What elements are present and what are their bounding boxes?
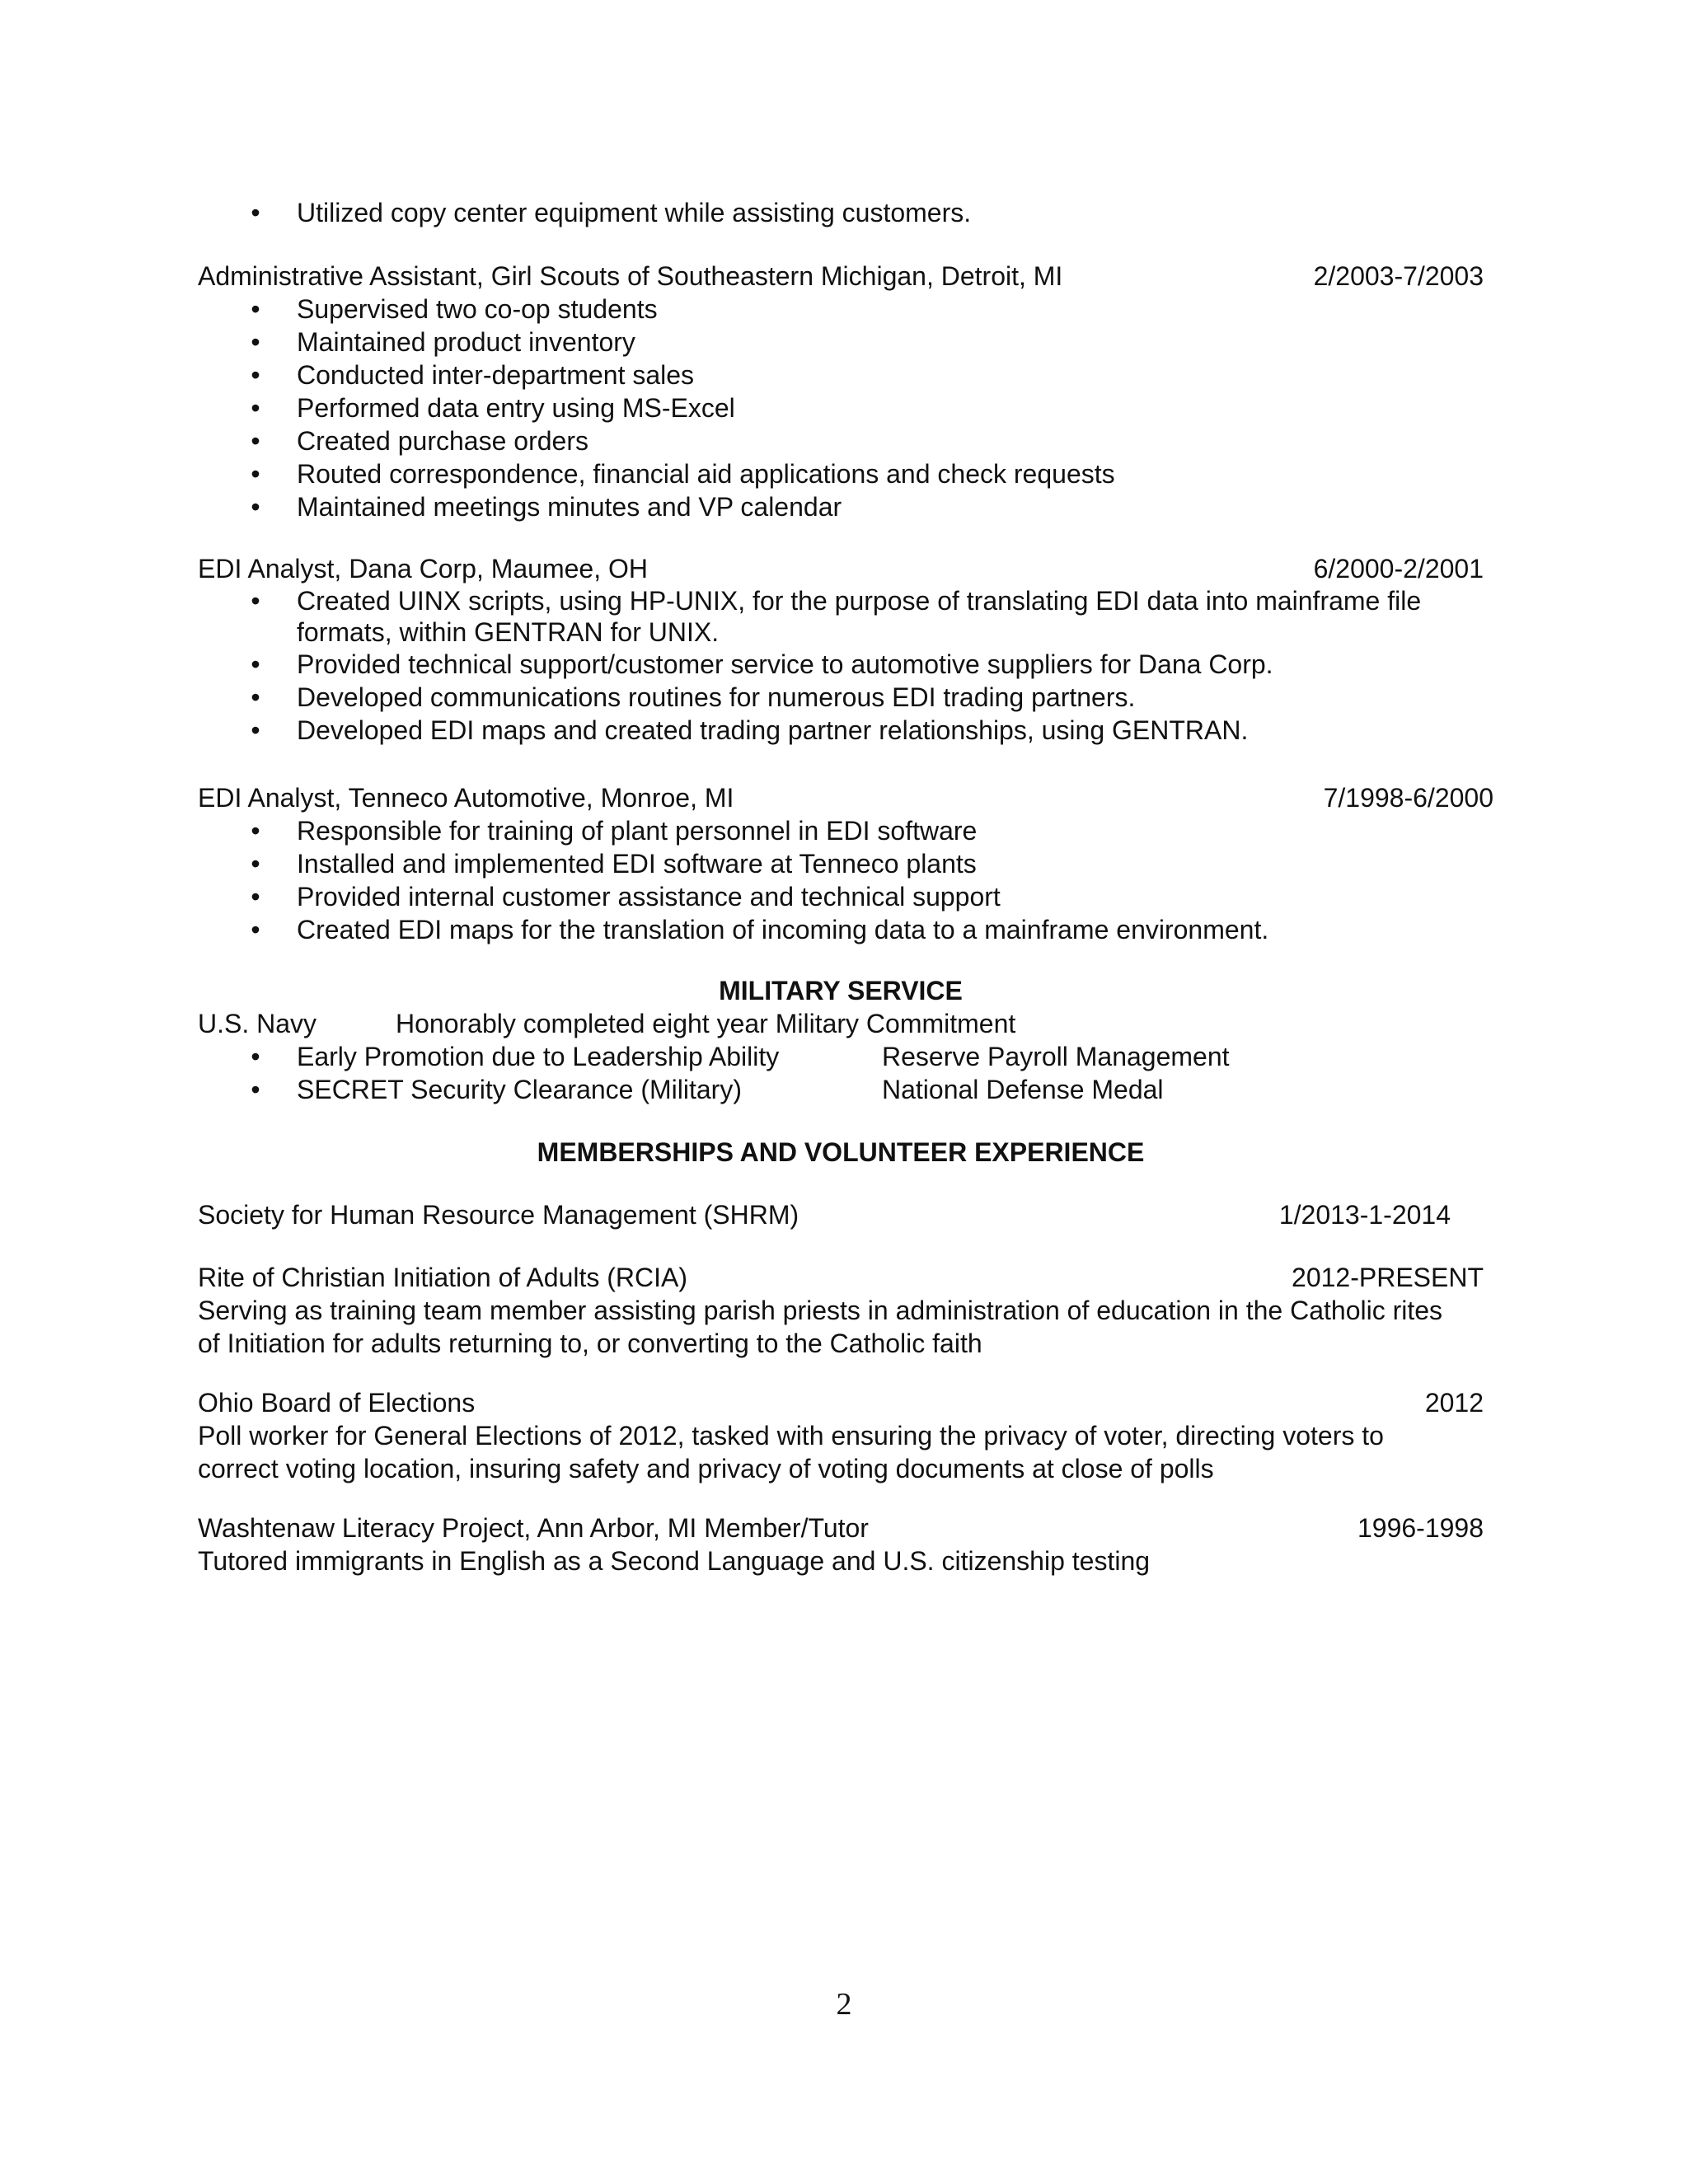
- job-dates: 7/1998-6/2000: [1323, 783, 1493, 813]
- list-item: • Maintained meetings minutes and VP calendar: [198, 490, 1484, 523]
- membership-entry: [198, 1198, 1484, 1231]
- continued-bullets: [198, 196, 1484, 229]
- page-number: 2: [836, 1987, 852, 2022]
- list-item: • Developed EDI maps and created trading partner relationships, using GENTRAN.: [198, 714, 1484, 747]
- military-summary: [198, 1007, 1484, 1040]
- bullet-icon: •: [251, 816, 260, 846]
- bullet-icon: •: [251, 360, 260, 390]
- job-duties: [198, 585, 1484, 747]
- bullet-icon: •: [251, 426, 260, 456]
- military-bullets: [198, 1040, 1484, 1106]
- bullet-icon: •: [251, 294, 260, 324]
- bullet-icon: •: [251, 393, 260, 423]
- list-item: • Created purchase orders: [198, 424, 1484, 457]
- list-item: • Routed correspondence, financial aid applications and check requests: [198, 457, 1484, 490]
- list-item: • Performed data entry using MS-Excel: [198, 391, 1484, 424]
- list-item: • Developed communications routines for numerous EDI trading partners.: [198, 681, 1484, 714]
- job-entry: [198, 552, 1484, 747]
- list-item: • SECRET Security Clearance (Military) National Defense Medal: [198, 1073, 1484, 1106]
- job-header: [198, 781, 1493, 814]
- membership-dates: 2012-PRESENT: [1292, 1263, 1484, 1292]
- memberships-section: [198, 1136, 1484, 1169]
- list-item: • Maintained product inventory: [198, 326, 1484, 359]
- military-branch: U.S. Navy: [198, 1009, 317, 1038]
- job-entry: [198, 781, 1493, 946]
- list-item: • Early Promotion due to Leadership Ability Reserve Payroll Management: [198, 1040, 1484, 1073]
- bullet-icon: •: [251, 492, 260, 522]
- bullet-icon: •: [251, 915, 260, 944]
- section-heading: MEMBERSHIPS AND VOLUNTEER EXPERIENCE: [537, 1137, 1145, 1167]
- bullet-icon: •: [251, 715, 260, 745]
- list-item: • Provided internal customer assistance and technical support: [198, 880, 1484, 913]
- membership-title: Ohio Board of Elections: [198, 1388, 476, 1418]
- job-duties: [198, 814, 1484, 946]
- membership-dates: 1/2013-1-2014: [1278, 1200, 1451, 1230]
- list-item: • Utilized copy center equipment while assisting customers.: [198, 196, 1484, 229]
- bullet-icon: •: [251, 849, 260, 879]
- membership-title: Rite of Christian Initiation of Adults (RCIA): [198, 1263, 688, 1292]
- job-duties: [198, 293, 1484, 523]
- bullet-icon: •: [251, 1075, 260, 1104]
- membership-entry: [198, 1386, 1484, 1485]
- list-item: • Created EDI maps for the translation of incoming data to a mainframe environment.: [198, 913, 1484, 946]
- job-title: Administrative Assistant, Girl Scouts of Southeastern Michigan, Detroit, MI: [198, 261, 1063, 291]
- membership-description: Tutored immigrants in English as a Second Language and U.S. citizenship testing: [198, 1546, 1151, 1576]
- bullet-icon: •: [251, 682, 260, 712]
- list-item: • Provided technical support/customer service to automotive suppliers for Dana Corp.: [198, 648, 1484, 681]
- job-dates: 2/2003-7/2003: [1313, 261, 1484, 291]
- list-item: • Created UINX scripts, using HP-UNIX, for the purpose of translating EDI data into mainframe file formats, within GENTRAN for UNIX.: [198, 585, 1484, 648]
- bullet-icon: •: [251, 327, 260, 357]
- list-item: • Responsible for training of plant personnel in EDI software: [198, 814, 1484, 847]
- job-dates: 6/2000-2/2001: [1313, 554, 1484, 583]
- bullet-icon: •: [251, 649, 260, 679]
- bullet-icon: •: [251, 882, 260, 912]
- membership-dates: 1996-1998: [1357, 1513, 1484, 1543]
- bullet-icon: •: [251, 459, 260, 489]
- military-section: [198, 974, 1484, 1106]
- membership-entry: [198, 1511, 1484, 1577]
- membership-title: Washtenaw Literacy Project, Ann Arbor, MI Member/Tutor: [198, 1513, 869, 1543]
- membership-title: Society for Human Resource Management (SHRM): [198, 1200, 799, 1230]
- membership-description: Poll worker for General Elections of 2012, tasked with ensuring the privacy of voter, directing voters to correct voting location, insuring safety and privacy of voting documents at close of polls: [198, 1421, 1384, 1483]
- membership-description: Serving as training team member assisting parish priests in administration of education in the Catholic rites of Initiation for adults returning to, or converting to the Catholic faith: [198, 1296, 1443, 1358]
- job-header: [198, 260, 1484, 293]
- membership-entry: [198, 1261, 1484, 1360]
- membership-dates: 2012: [1424, 1388, 1484, 1418]
- job-title: EDI Analyst, Dana Corp, Maumee, OH: [198, 554, 648, 583]
- job-entry: [198, 260, 1484, 523]
- military-commitment: Honorably completed eight year Military Commitment: [396, 1009, 1016, 1038]
- bullet-icon: •: [251, 1042, 260, 1071]
- section-heading: MILITARY SERVICE: [719, 976, 963, 1005]
- list-item: • Supervised two co-op students: [198, 293, 1484, 326]
- list-item: • Installed and implemented EDI software at Tenneco plants: [198, 847, 1484, 880]
- job-title: EDI Analyst, Tenneco Automotive, Monroe, MI: [198, 783, 734, 813]
- bullet-icon: •: [251, 586, 260, 616]
- job-header: [198, 552, 1484, 585]
- bullet-icon: •: [251, 198, 260, 227]
- list-item: • Conducted inter-department sales: [198, 359, 1484, 391]
